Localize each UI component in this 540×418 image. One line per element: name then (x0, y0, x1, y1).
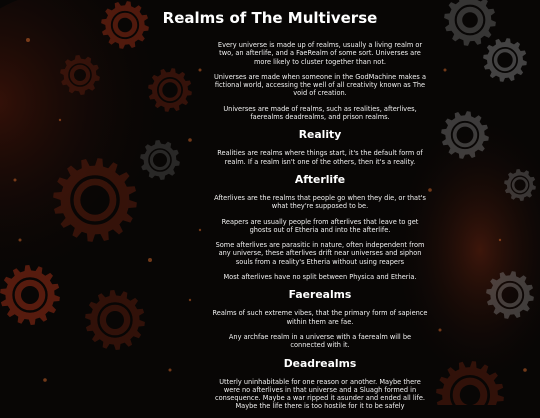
heading-afterlife: Afterlife (294, 172, 346, 186)
intro-paragraph-1: Every universe is made up of realms, usually a living realm or two, an afterlife, and a FaeRealm of some sort. Universes are more likely to cluster together than not. (217, 41, 423, 66)
article-column (212, 41, 428, 418)
intro-paragraph-2: Universes are made when someone in the GodMachine makes a fictional world, accessing the well of all creativity known as The void of creation. (213, 72, 427, 98)
heading-deadrealms: Deadrealms (283, 356, 357, 370)
afterlife-paragraph-3: Some afterlives are parasitic in nature, often independent from any universe, these afterlives drift near universes and siphon souls from a reality's Etheria without using reapers (215, 241, 425, 266)
afterlife-paragraph-1: Afterlives are the realms that people go when they die, or that's what they're supposed to be. (214, 193, 426, 211)
deadrealms-paragraph-1: Utterly uninhabitable for one reason or another. Maybe there were no afterlives in that universe and a Sluagh formed in consequence. Maybe a war ripped it asunder and ended all life. Maybe the life there is too hostile for it to be safely (215, 377, 425, 411)
faerealms-paragraph-1: Realms of such extreme vibes, that the primary form of sapience within them are fae. (212, 309, 428, 326)
afterlife-paragraph-2: Reapers are usually people from afterlives that leave to get ghosts out of Etheria and into the afterlife. (221, 217, 419, 234)
afterlife-paragraph-4: Most afterlives have no split between Physica and Etheria. (223, 273, 417, 282)
heading-faerealms: Faerealms (288, 288, 352, 302)
faerealms-paragraph-2: Any archfae realm in a universe with a faerealm will be connected with it. (228, 332, 412, 350)
heading-reality: Reality (298, 128, 342, 142)
page-title: Realms of The Multiverse (162, 9, 378, 27)
reality-paragraph-1: Realities are realms where things start, it's the default form of realm. If a realm isn't one of the others, then it's a reality. (217, 149, 423, 166)
intro-paragraph-3: Universes are made of realms, such as realities, afterlives, faerealms deadrealms, and prison realms. (223, 104, 417, 122)
